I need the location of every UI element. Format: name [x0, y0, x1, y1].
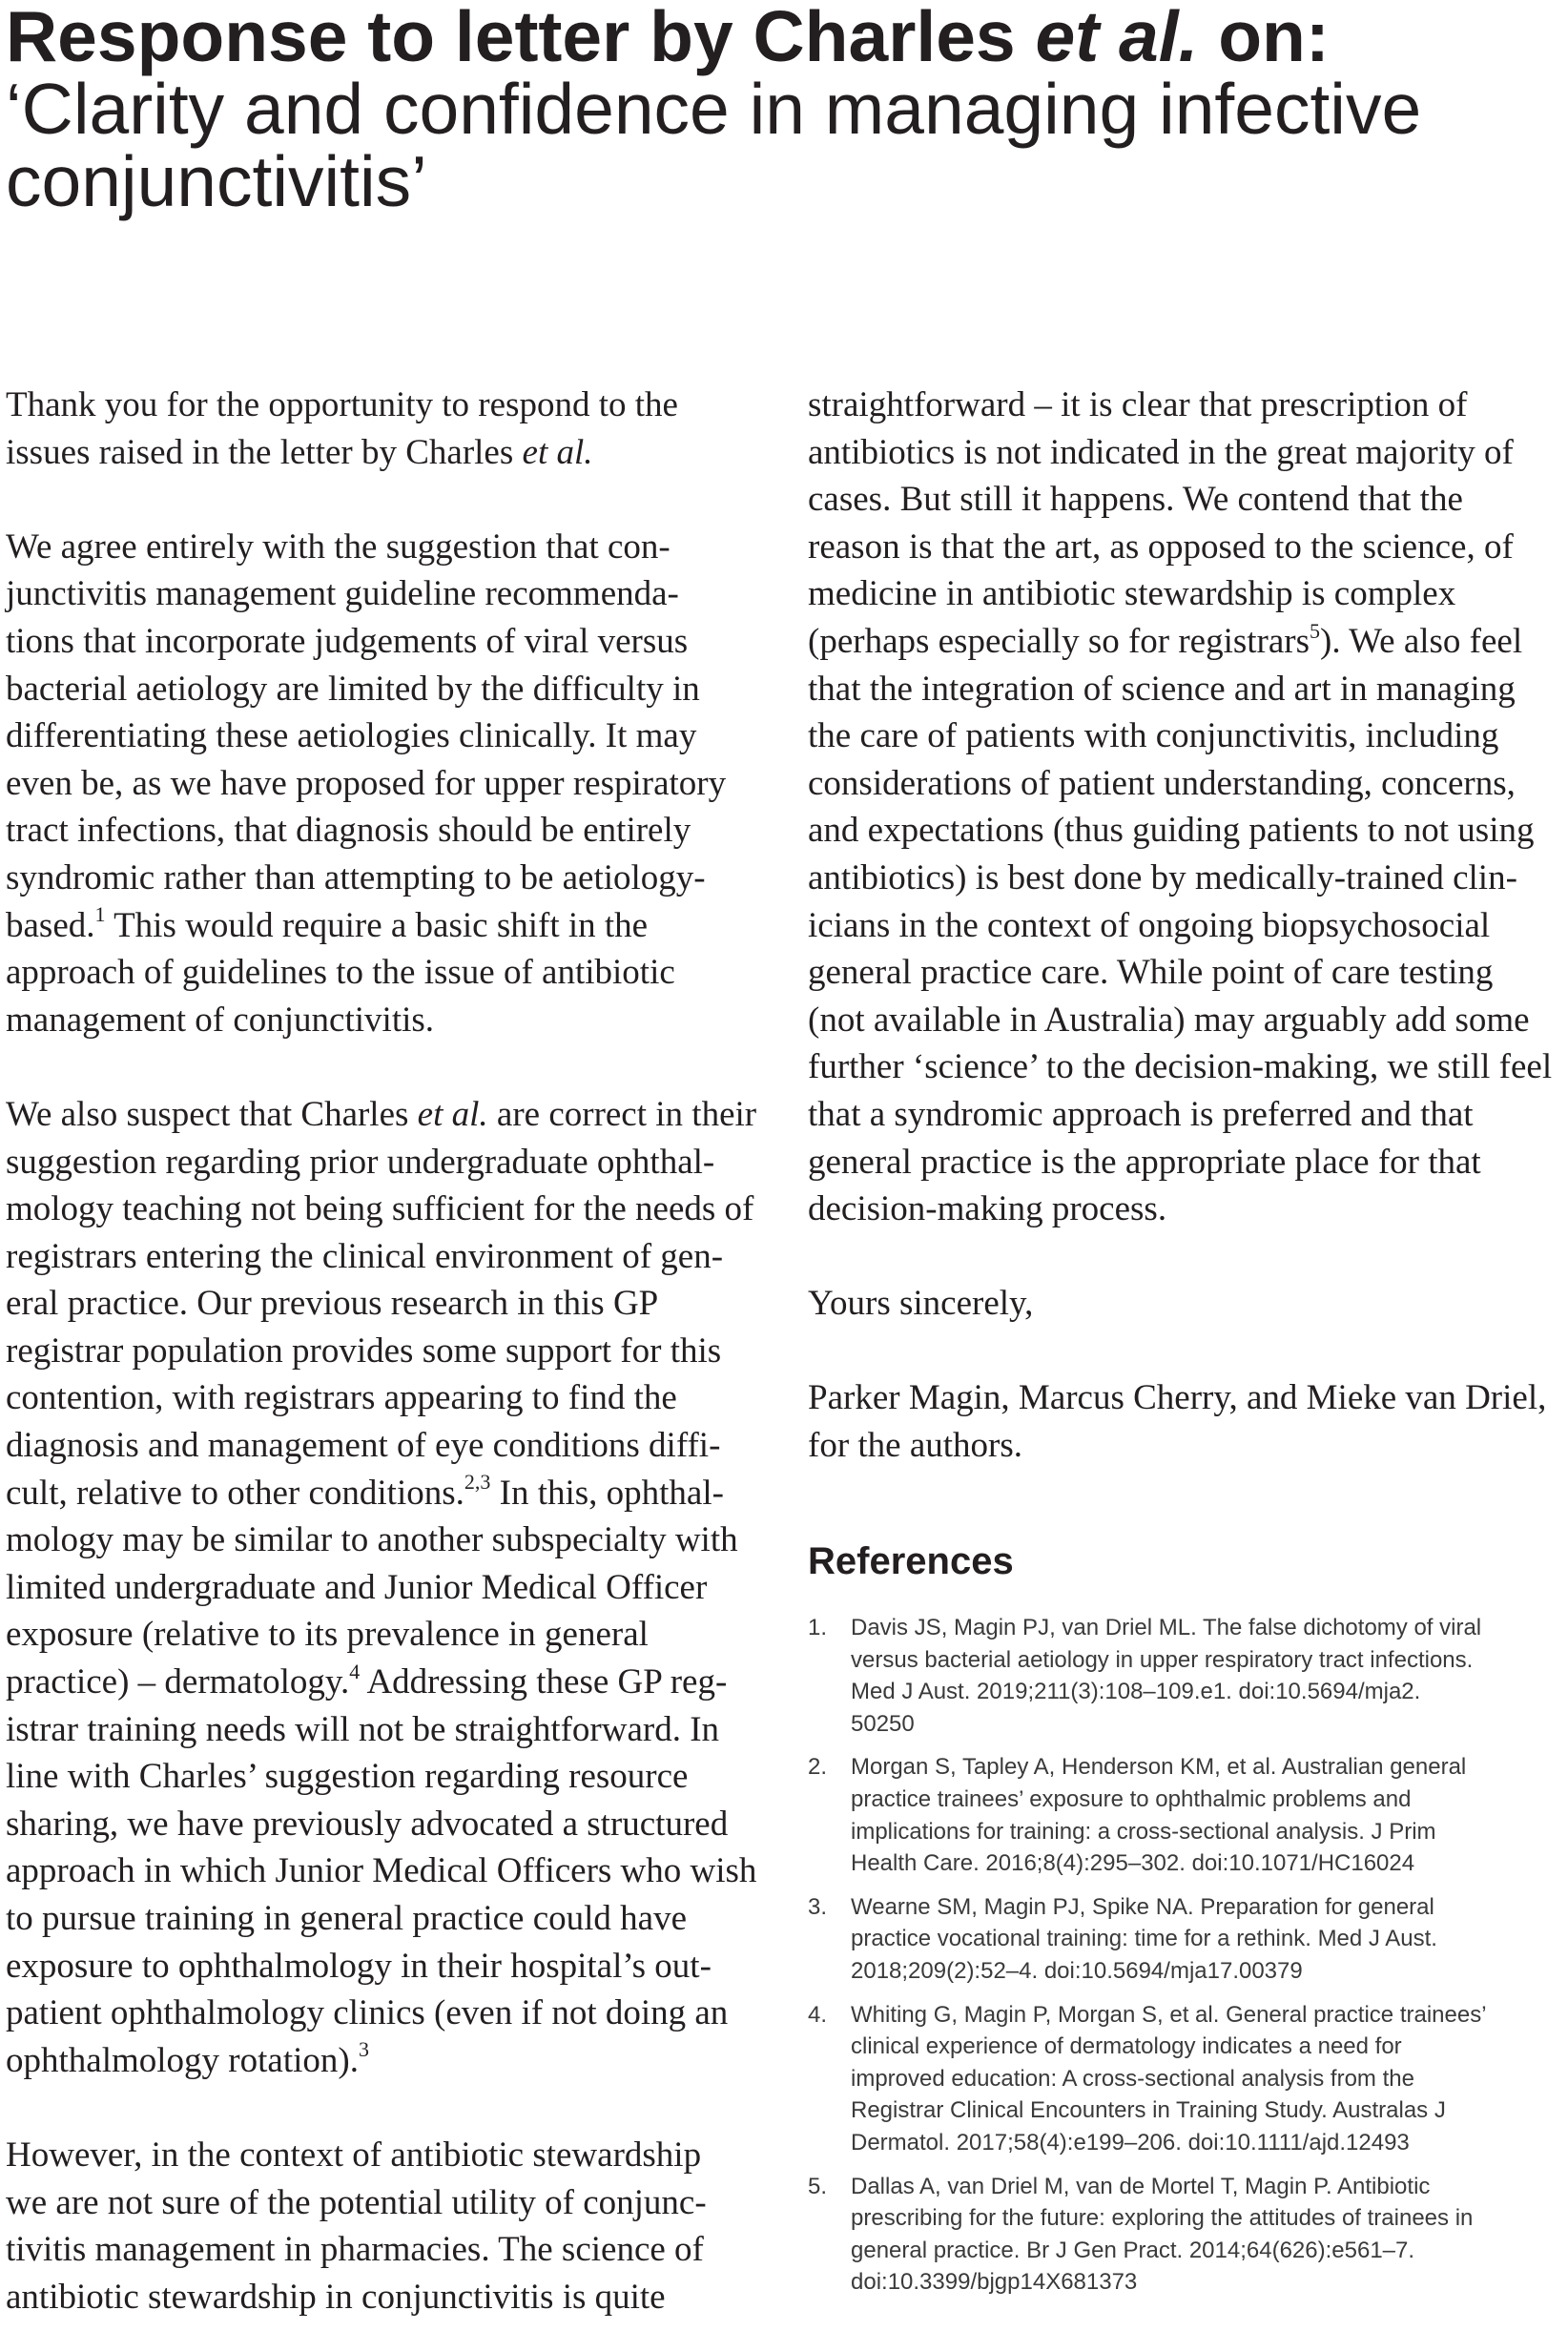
citation-superscript: 4: [349, 1659, 361, 1683]
reference-line: prescribing for the future: exploring the attitudes of trainees in: [851, 2205, 1474, 2232]
reference-line: 2018;209(2):52–4. doi:10.5694/mja17.00379: [851, 1957, 1303, 1984]
reference-line: improved education: A cross-sectional analysis from the: [851, 2065, 1414, 2092]
text-line: further ‘science’ to the decision-making, we still feel: [808, 1047, 1553, 1087]
reference-line: Wearne SM, Magin PJ, Spike NA. Preparation for general: [851, 1893, 1434, 1920]
reference-line: Morgan S, Tapley A, Henderson KM, et al. Australian general: [851, 1754, 1467, 1781]
text-line: mology may be similar to another subspecialty with: [6, 1520, 738, 1560]
reference-line: Registrar Clinical Encounters in Training Study. Australas J: [851, 2097, 1446, 2124]
reference-number: 4.: [808, 2001, 828, 2028]
title-line-3: conjunctivitis’: [6, 141, 427, 221]
text-line: sharing, we have previously advocated a structured: [6, 1804, 729, 1844]
title-suffix: on:: [1198, 0, 1330, 76]
reference-line: Dermatol. 2017;58(4):e199–206. doi:10.1111/ajd.12493: [851, 2129, 1410, 2156]
text-line: [6, 1091, 769, 1139]
text-line: However, in the context of antibiotic stewardship: [6, 2135, 702, 2175]
text-run: practice) – dermatology.: [6, 1662, 350, 1702]
reference-line: Whiting G, Magin P, Morgan S, et al. General practice trainees’: [851, 2001, 1487, 2028]
reference-line: clinical experience of dermatology indicates a need for: [851, 2033, 1402, 2060]
text-line: [6, 2037, 769, 2085]
citation-superscript: 3: [358, 2037, 369, 2062]
text-line: and expectations (thus guiding patients to not using: [808, 811, 1535, 851]
text-line: reason is that the art, as opposed to the science, of: [808, 526, 1514, 567]
text-line: straightforward – it is clear that prescription of: [808, 385, 1468, 424]
text-run: based.: [6, 905, 95, 945]
reference-item: [808, 1891, 1566, 1988]
title-prefix: Response to letter by Charles: [6, 0, 1036, 76]
text-run: We also suspect that Charles: [6, 1094, 418, 1134]
reference-item: [808, 1999, 1566, 2159]
paragraph-4: [6, 2132, 769, 2321]
closing-salutation: [808, 1280, 1566, 1328]
et-al-italic: et al.: [417, 1094, 488, 1134]
signature-block: [808, 1374, 1566, 1469]
reference-line: Health Care. 2016;8(4):295–302. doi:10.1071/HC16024: [851, 1850, 1415, 1877]
text-line: registrars entering the clinical environment of gen-: [6, 1236, 724, 1276]
reference-number: 2.: [808, 1754, 828, 1781]
reference-item: [808, 2171, 1566, 2299]
text-line: that a syndromic approach is preferred and that: [808, 1094, 1474, 1134]
text-line: suggestion regarding prior undergraduate ophthal-: [6, 1142, 715, 1182]
text-line: that the integration of science and art in managing: [808, 669, 1516, 709]
et-al-italic: et al.: [522, 432, 593, 472]
text-line: cases. But still it happens. We contend that the: [808, 480, 1463, 520]
paragraph-1: [6, 382, 769, 476]
text-line: medicine in antibiotic stewardship is complex: [808, 574, 1456, 614]
text-line: antibiotics) is best done by medically-trained clin-: [808, 857, 1517, 897]
text-line: line with Charles’ suggestion regarding resource: [6, 1757, 689, 1797]
paragraph-3: [6, 1091, 769, 2084]
text-run: This would require a basic shift in the: [105, 905, 649, 945]
text-run: ophthalmology rotation).: [6, 2040, 359, 2080]
text-line: we are not sure of the potential utility of conjunc-: [6, 2182, 707, 2222]
text-line: syndromic rather than attempting to be aetiology-: [6, 857, 706, 897]
text-run: ). We also feel: [1320, 621, 1523, 661]
text-line: junctivitis management guideline recommenda-: [6, 574, 679, 614]
reference-line: versus bacterial aetiology in upper respiratory tract infections.: [851, 1646, 1474, 1673]
text-line: We agree entirely with the suggestion that con-: [6, 526, 671, 567]
text-line: Parker Magin, Marcus Cherry, and Mieke van Driel,: [808, 1378, 1547, 1418]
text-run: Addressing these GP reg-: [360, 1662, 728, 1702]
text-line: decision-making process.: [808, 1189, 1167, 1229]
title-line-2: ‘Clarity and confidence in managing infective: [6, 69, 1422, 149]
text-line: (not available in Australia) may arguably add some: [808, 1000, 1530, 1040]
title-line-1: [6, 0, 1551, 76]
text-line: tions that incorporate judgements of viral versus: [6, 621, 689, 661]
text-line: the care of patients with conjunctivitis, including: [808, 716, 1499, 756]
text-line: icians in the context of ongoing biopsychosocial: [808, 905, 1491, 945]
text-line: Yours sincerely,: [808, 1284, 1034, 1324]
reference-line: Dallas A, van Driel M, van de Mortel T, Magin P. Antibiotic: [851, 2173, 1431, 2199]
text-line: for the authors.: [808, 1426, 1023, 1466]
text-line: exposure to ophthalmology in their hospital’s out-: [6, 1946, 712, 1986]
text-line: limited undergraduate and Junior Medical Officer: [6, 1567, 708, 1607]
text-line: registrar population provides some support for this: [6, 1331, 722, 1371]
reference-number: 1.: [808, 1615, 828, 1640]
text-line: exposure (relative to its prevalence in general: [6, 1615, 649, 1655]
text-line: management of conjunctivitis.: [6, 1000, 435, 1040]
reference-line: Med J Aust. 2019;211(3):108–109.e1. doi:10.5694/mja2.: [851, 1679, 1421, 1705]
citation-superscript: 5: [1310, 618, 1321, 643]
text-line: approach of guidelines to the issue of antibiotic: [6, 953, 675, 993]
text-line: contention, with registrars appearing to find the: [6, 1378, 677, 1418]
text-line: general practice care. While point of care testing: [808, 953, 1494, 993]
text-run: In this, ophthal-: [490, 1473, 724, 1513]
references-heading: References: [808, 1540, 1014, 1582]
text-line: Thank you for the opportunity to respond to the: [6, 385, 678, 424]
reference-line: 50250: [851, 1710, 915, 1737]
text-line: [6, 902, 769, 950]
left-column: [6, 382, 769, 2321]
reference-item: [808, 1751, 1566, 1879]
text-run: cult, relative to other conditions.: [6, 1473, 464, 1513]
text-line: diagnosis and management of eye conditions diffi-: [6, 1426, 721, 1466]
text-line: to pursue training in general practice could have: [6, 1899, 688, 1938]
text-line: bacterial aetiology are limited by the difficulty in: [6, 669, 700, 709]
reference-line: general practice. Br J Gen Pract. 2014;64(626):e561–7.: [851, 2237, 1415, 2263]
title-et-al: et al.: [1035, 0, 1199, 76]
reference-line: implications for training: a cross-sectional analysis. J Prim: [851, 1818, 1436, 1845]
text-line: even be, as we have proposed for upper respiratory: [6, 763, 727, 803]
text-line: [6, 1659, 769, 1706]
references-list: [808, 1612, 1566, 2310]
text-line: antibiotics is not indicated in the great majority of: [808, 432, 1514, 472]
text-line: eral practice. Our previous research in this GP: [6, 1284, 659, 1324]
text-line: [6, 429, 769, 477]
text-line: approach in which Junior Medical Officers who wish: [6, 1851, 757, 1891]
reference-number: 3.: [808, 1893, 828, 1920]
reference-line: practice vocational training: time for a rethink. Med J Aust.: [851, 1926, 1437, 1952]
reference-number: 5.: [808, 2173, 828, 2199]
text-line: [808, 618, 1566, 666]
reference-line: doi:10.3399/bjgp14X681373: [851, 2269, 1138, 2296]
text-run: issues raised in the letter by Charles: [6, 432, 523, 472]
text-line: [6, 1470, 769, 1517]
article-title: [6, 0, 1551, 221]
text-run: (perhaps especially so for registrars: [808, 621, 1310, 661]
text-line: differentiating these aetiologies clinically. It may: [6, 716, 697, 756]
text-line: antibiotic stewardship in conjunctivitis is quite: [6, 2277, 666, 2317]
text-line: tivitis management in pharmacies. The science of: [6, 2230, 704, 2270]
citation-superscript: 1: [94, 902, 106, 927]
citation-superscript: 2,3: [464, 1470, 491, 1495]
text-line: mology teaching not being sufficient for the needs of: [6, 1189, 754, 1229]
paragraph-4-continued: [808, 382, 1566, 1233]
right-column: [808, 382, 1566, 1470]
reference-line: Davis JS, Magin PJ, van Driel ML. The false dichotomy of viral: [851, 1615, 1482, 1640]
paragraph-2: [6, 524, 769, 1044]
text-line: istrar training needs will not be straightforward. In: [6, 1709, 720, 1749]
text-line: considerations of patient understanding, concerns,: [808, 763, 1516, 803]
text-line: patient ophthalmology clinics (even if not doing an: [6, 1993, 729, 2033]
reference-item: [808, 1612, 1566, 1740]
text-line: tract infections, that diagnosis should be entirely: [6, 811, 691, 851]
text-line: general practice is the appropriate place for that: [808, 1142, 1481, 1182]
reference-line: practice trainees’ exposure to ophthalmic problems and: [851, 1785, 1412, 1812]
text-run: are correct in their: [487, 1094, 757, 1134]
